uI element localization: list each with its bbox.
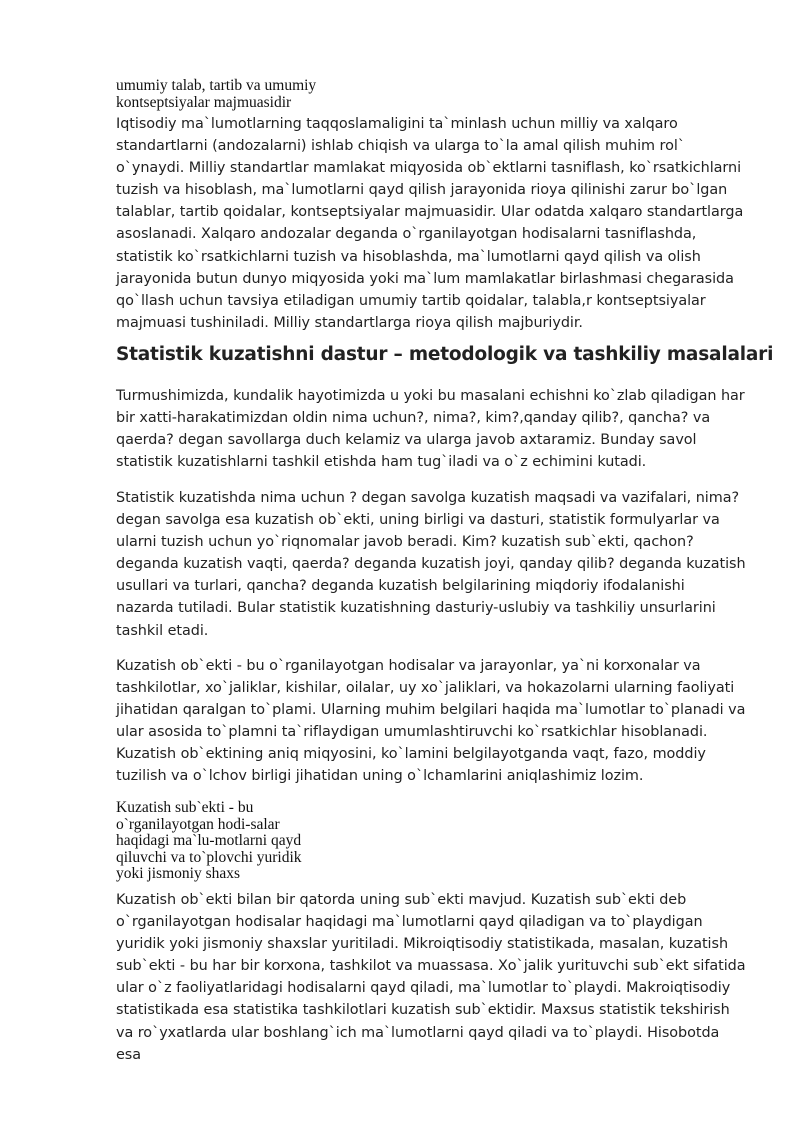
definition-box-subject [116,800,302,883]
paragraph-observation-object: Kuzatish ob`ekti - bu o`rganilayotgan hodisalar va jarayonlar, ya`ni korxonalar va tashkilotlar, xo`jaliklar, kishilar, oilalar, uy xo`jaliklari, va hokazolarni ularning faoliyati jihatidan qaralgan to`plami. Ularning muhim belgilari haqida ma`lumotlar to`planadi va ular asosida to`plamni ta`riflaydigan umumlashtiruvchi ko`rsatkichlar hisoblanadi. Kuzatish ob`ektining aniq miqyosini, ko`lamini belgilayotganda vaqt, fazo, moddiy tuzilish va o`lchov birligi jihatidan uning o`lchamlarini aniqlashimiz lozim. [116,658,746,785]
definition-line: yoki jismoniy shaxs [116,865,241,882]
definition-line: haqidagi ma`lu-motlarni qayd [116,832,302,849]
definition-line: qiluvchi va to`plovchi yuridik [116,848,302,866]
paragraph-observation-elements: Statistik kuzatishda nima uchun ? degan savolga kuzatish maqsadi va vazifalari, nima? degan savolga esa kuzatish ob`ekti, uning birligi va dasturi, statistik formulyarlar va ularni tuzish uchun yo`riqnomalar javob beradi. Kim? kuzatish sub`ekti, qachon? deganda kuzatish vaqti, qaerda? deganda kuzatish joyi, qanday qilib? deganda kuzatish usullari va turlari, qancha? deganda kuzatish belgilarining miqdoriy ifodalanishi nazarda tutiladi. Bular statistik kuzatishning dasturiy-uslubiy va tashkiliy unsurlarini tashkil etadi. [116,490,746,639]
section-heading: Statistik kuzatishni dastur – metodologik va tashkiliy masalalari [116,344,774,365]
paragraph-standards: Iqtisodiy ma`lumotlarning taqqoslamaligini ta`minlash uchun milliy va xalqaro standartlarni (andozalarni) ishlab chiqish va ularga to`la amal qilish muhim rol` o`ynaydi. Milliy standartlar mamlakat miqyosida ob`ektlarni tasniflash, ko`rsatkichlarni tuzish va hisoblash, ma`lumotlarni qayd qilish jarayonida rioya qilinishi zarur bo`lgan talablar, tartib qoidalar, kontseptsiyalar majmuasidir. Ular odatda xalqaro standartlarga asoslanadi. Xalqaro andozalar deganda o`rganilayotgan hodisalarni tasniflashda, statistik ko`rsatkichlarni tuzish va hisoblashda, ma`lumotlarni qayd qilish va olish jarayonida butun dunyo miqyosida yoki ma`lum mamlakatlar birlashmasi chegarasida qo`llash uchun tavsiya etiladigan umumiy tartib qoidalar, talabla,r kontseptsiyalar majmuasi tushiniladi. Milliy standartlarga rioya qilish majburiydir. [116,116,744,331]
paragraph-questions: Turmushimizda, kundalik hayotimizda u yoki bu masalani echishni ko`zlab qiladigan har bir xatti-harakatimizdan oldin nima uchun?, nima?, kim?,qanday qilib?, qancha? va qaerda? degan savollarga duch kelamiz va ularga javob axtaramiz. Bunday savol statistik kuzatishlarni tashkil etishda ham tug`iladi va o`z echimini kutadi. [116,388,745,471]
definition-line: kontseptsiyalar majmuasidir [116,93,292,111]
paragraph-observation-subject: Kuzatish ob`ekti bilan bir qatorda uning sub`ekti mavjud. Kuzatish sub`ekti deb o`rganilayotgan hodisalar haqidagi ma`lumotlarni qayd qiladigan va to`playdigan yuridik yoki jismoniy shaxslar yuritiladi. Mikroiqtisodiy statistikada, masalan, kuzatish sub`ekti - bu har bir korxona, tashkilot va muassasa. Xo`jalik yurituvchi sub`ekt sifatida ular o`z faoliyatlaridagi hodisalarni qayd qiladi, ma`lumotlar to`playdi. Makroiqtisodiy statistikada esa statistika tashkilotlari kuzatish sub`ektidir. Maxsus statistik tekshirish va ro`yxatlarda ular boshlang`ich ma`lumotlarni qayd qiladi va to`playdi. Hisobotda esa [116,892,746,1063]
definition-line: umumiy talab, tartib va umumiy [116,77,317,94]
definition-line: o`rganilayotgan hodi-salar [116,815,280,833]
definition-line: Kuzatish sub`ekti - bu [116,799,254,816]
definition-box-standards [116,78,316,111]
